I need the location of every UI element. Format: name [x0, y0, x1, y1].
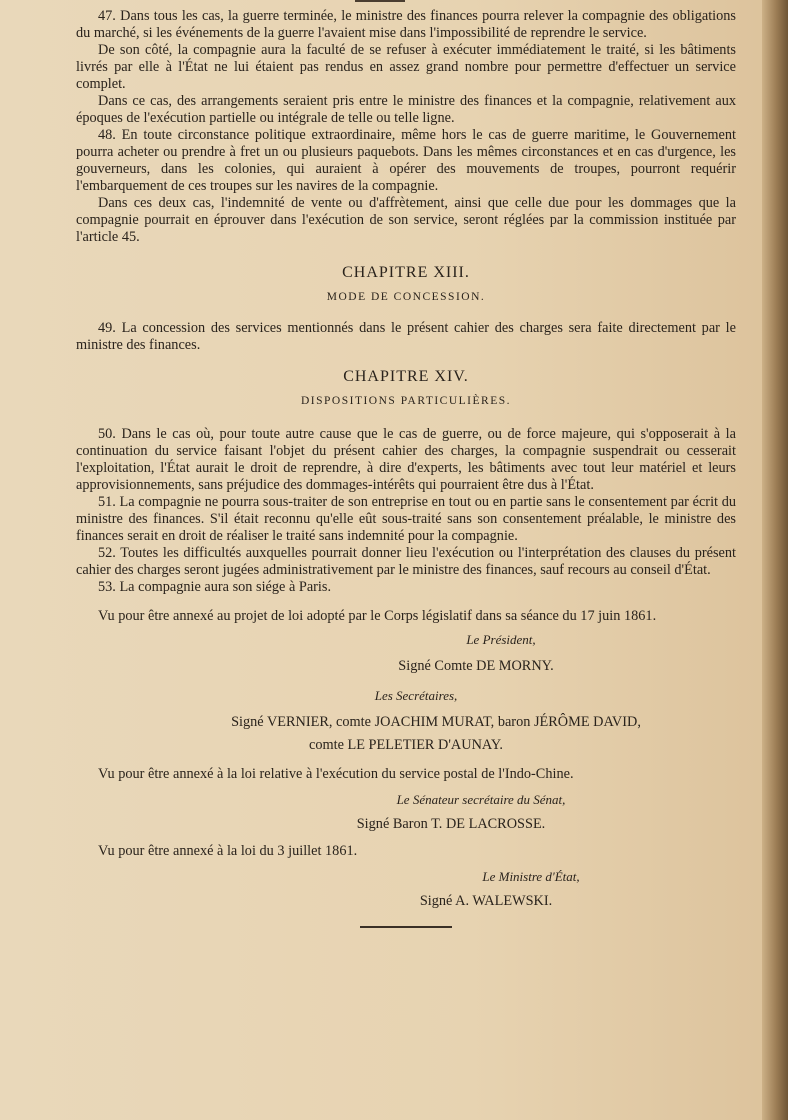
- role-minister: Le Ministre d'État,: [482, 869, 580, 884]
- signature-morny: Signé Comte DE MORNY.: [398, 658, 554, 674]
- chapter-14-subtitle: DISPOSITIONS PARTICULIÈRES.: [301, 395, 511, 407]
- signature-lacrosse: Signé Baron T. DE LACROSSE.: [356, 816, 546, 832]
- article-50: 50. Dans le cas où, pour toute autre cause que le cas de guerre, ou de force majeure, qui s'opposerait à la continuation du service faisant l'objet du présent cahier des charges, la compagnie suspendrait ou cesserait l'exploitation, l'État aurait le droit de reprendre, à dire d'experts, les bâtiments avec tout leur matériel et leurs approvisionnements, sans préjudice des dommages-intérêts qui pourraient être dus à l'État.: [76, 426, 736, 493]
- chapter-14-title: CHAPITRE XIV.: [343, 368, 469, 385]
- page-number-mark: [355, 0, 405, 6]
- role-senate-secretary: Le Sénateur secrétaire du Sénat,: [396, 792, 566, 807]
- document-body: [76, 8, 736, 928]
- annex-note-2: Vu pour être annexé à la loi relative à l'exécution du service postal de l'Indo-Chine.: [98, 766, 574, 782]
- book-gutter: [762, 0, 788, 1120]
- signature-secretaries-cont: comte LE PELETIER D'AUNAY.: [309, 737, 503, 753]
- article-47: 47. Dans tous les cas, la guerre terminée, le ministre des finances pourra relever la compagnie des obligations du marché, si les événements de la guerre l'avaient mise dans l'impossibilité de reprendre le service.: [76, 8, 736, 41]
- annex-note-1: Vu pour être annexé au projet de loi adopté par le Corps législatif dans sa séance du 17 juin 1861.: [98, 608, 657, 624]
- paragraph: Dans ce cas, des arrangements seraient pris entre le ministre des finances et la compagnie, relativement aux époques de l'exécution partielle ou intégrale de telle ou telle ligne.: [76, 93, 736, 126]
- signature-walewski: Signé A. WALEWSKI.: [419, 893, 553, 909]
- annex-note-3: Vu pour être annexé à la loi du 3 juillet 1861.: [98, 843, 358, 859]
- article-53: 53. La compagnie aura son siége à Paris.: [98, 579, 332, 595]
- article-49: 49. La concession des services mentionnés dans le présent cahier des charges sera faite directement par le ministre des finances.: [76, 320, 736, 353]
- role-president: Le Président,: [466, 632, 536, 647]
- article-52: 52. Toutes les difficultés auxquelles pourrait donner lieu l'exécution ou l'interprétation des clauses du présent cahier des charges seront jugées administrativement par le ministre des finances, sauf recours au conseil d'État.: [76, 545, 736, 578]
- article-48: 48. En toute circonstance politique extraordinaire, même hors le cas de guerre maritime, le Gouvernement pourra acheter ou prendre à fret un ou plusieurs paquebots. Dans les mêmes circonstances et en cas d'urgence, les gouverneurs, dans les colonies, qui auraient à opérer des mouvements de troupes, pourront requérir l'embarquement de ces troupes sur les navires de la compagnie.: [76, 127, 736, 194]
- signature-secretaries: Signé VERNIER, comte JOACHIM MURAT, baron JÉRÔME DAVID,: [231, 714, 641, 730]
- paragraph: Dans ces deux cas, l'indemnité de vente ou d'affrètement, ainsi que celle due pour les dommages que la compagnie pourrait en éprouver dans l'exécution de son service, seront réglées par la commission instituée par l'article 45.: [76, 195, 736, 245]
- role-secretaries: Les Secrétaires,: [374, 688, 458, 703]
- chapter-13-subtitle: MODE DE CONCESSION.: [326, 291, 486, 303]
- article-51: 51. La compagnie ne pourra sous-traiter de son entreprise en tout ou en partie sans le consentement par écrit du ministre des finances. S'il était reconnu qu'elle eût sous-traité sans son consentement préalable, le ministre des finances serait en droit de réaliser le traité sans indemnité pour la compagnie.: [76, 494, 736, 544]
- chapter-13-title: CHAPITRE XIII.: [342, 264, 470, 281]
- signature-block-1: [76, 631, 736, 754]
- paragraph: De son côté, la compagnie aura la faculté de se refuser à exécuter immédiatement le traité, si les bâtiments livrés par elle à l'État ne lui étaient pas rendus en assez grand nombre pour permettre d'effectuer un service complet.: [76, 42, 736, 92]
- closing-rule: [360, 926, 452, 928]
